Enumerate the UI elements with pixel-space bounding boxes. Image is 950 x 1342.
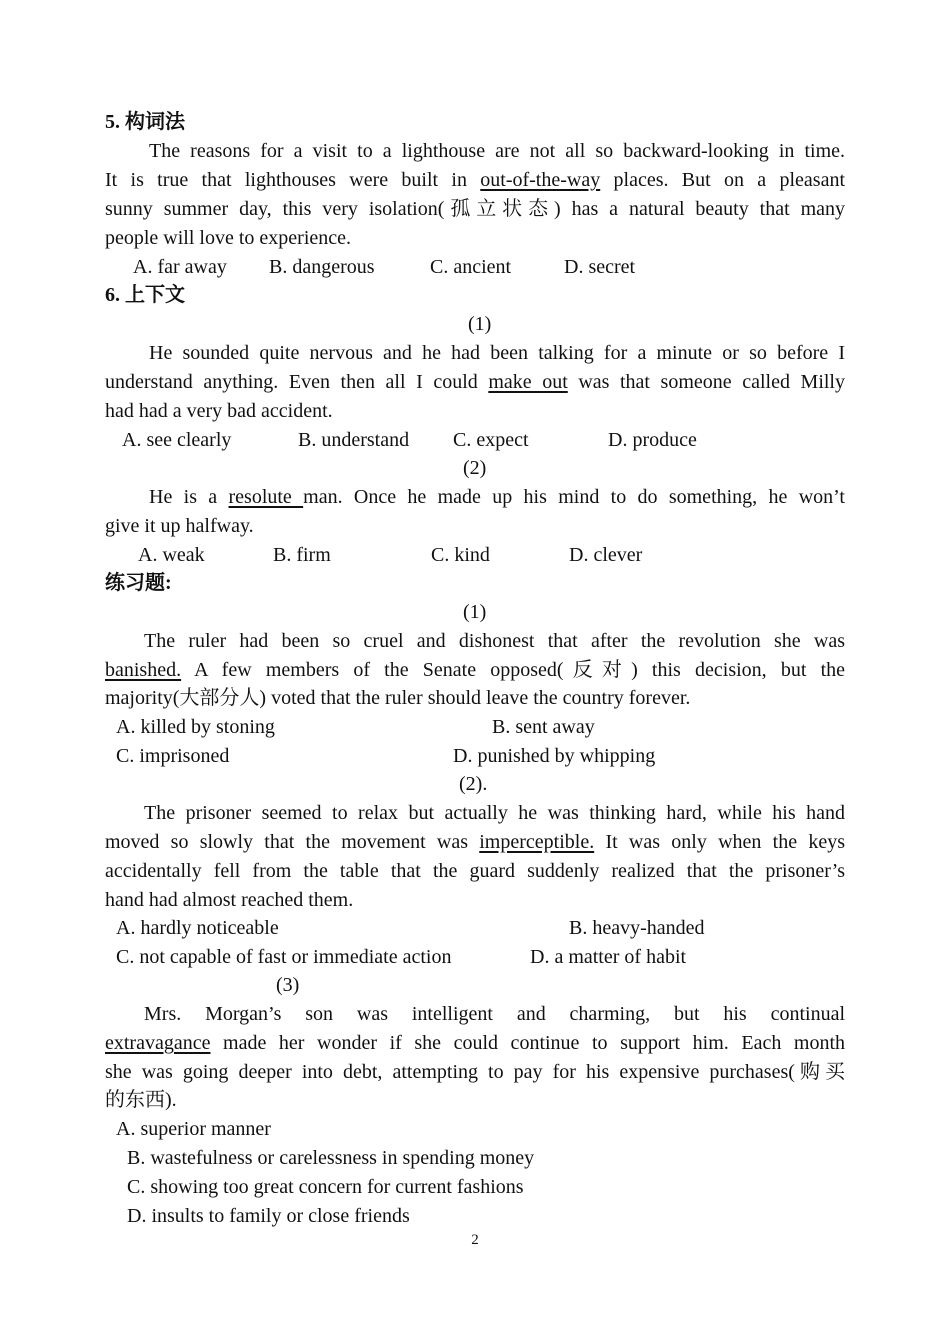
section-heading: 练习题: <box>105 572 172 594</box>
paragraph-line: hand had almost reached them. <box>105 889 354 911</box>
question-number: (2). <box>459 773 488 795</box>
option-a: A. hardly noticeable <box>116 917 279 939</box>
option-b: B. dangerous <box>269 256 375 278</box>
paragraph-line: The reasons for a visit to a lighthouse are not all so backward-looking in time. <box>149 140 845 162</box>
paragraph-line: banished. A few members of the Senate opposed(反对) this decision, but the <box>105 659 845 681</box>
section-heading: 5. 构词法 <box>105 111 185 133</box>
paragraph-line: It is true that lighthouses were built in out-of-the-way places. But on a pleasant <box>105 169 845 191</box>
underlined-term: imperceptible. <box>479 831 595 853</box>
option-c: C. ancient <box>430 256 512 278</box>
paragraph-line: Mrs. Morgan’s son was intelligent and charming, but his continual <box>144 1003 845 1025</box>
option-d: D. produce <box>608 429 697 451</box>
paragraph-line: He is a resolute man. Once he made up his mind to do something, he won’t <box>149 486 845 508</box>
underlined-term: resolute <box>228 486 304 508</box>
paragraph-line: majority(大部分人) voted that the ruler should leave the country forever. <box>105 687 691 709</box>
option-a: A. killed by stoning <box>116 716 275 738</box>
option-d: D. secret <box>564 256 636 278</box>
paragraph-line: 的东西). <box>105 1089 177 1111</box>
paragraph-line: she was going deeper into debt, attempting to pay for his expensive purchases(购买 <box>105 1061 845 1083</box>
option-d: D. clever <box>569 544 643 566</box>
option-d: D. a matter of habit <box>530 946 687 968</box>
option-c: C. kind <box>431 544 490 566</box>
paragraph-line: accidentally fell from the table that the guard suddenly realized that the prisoner’s <box>105 860 845 882</box>
option-c: C. showing too great concern for current fashions <box>127 1176 524 1198</box>
underlined-term: make out <box>488 371 568 393</box>
option-d: D. insults to family or close friends <box>127 1205 410 1227</box>
option-b: B. firm <box>273 544 331 566</box>
paragraph-line: The ruler had been so cruel and dishonest that after the revolution she was <box>144 630 845 652</box>
option-c: C. imprisoned <box>116 745 230 767</box>
option-a: A. see clearly <box>122 429 232 451</box>
underlined-term: extravagance <box>105 1032 211 1054</box>
question-number: (3) <box>276 974 300 996</box>
option-c: C. not capable of fast or immediate action <box>116 946 452 968</box>
paragraph-line: understand anything. Even then all I could make out was that someone called Milly <box>105 371 845 393</box>
question-number: (1) <box>468 313 492 335</box>
underlined-term: out-of-the-way <box>480 169 601 191</box>
option-b: B. sent away <box>492 716 595 738</box>
option-a: A. far away <box>133 256 227 278</box>
option-b: B. heavy-handed <box>569 917 705 939</box>
option-a: A. weak <box>138 544 205 566</box>
paragraph-line: He sounded quite nervous and he had been talking for a minute or so before I <box>149 342 845 364</box>
question-number: (2) <box>463 457 487 479</box>
option-d: D. punished by whipping <box>453 745 656 767</box>
paragraph-line: give it up halfway. <box>105 515 254 537</box>
section-heading: 6. 上下文 <box>105 284 185 306</box>
paragraph-line: sunny summer day, this very isolation(孤立状态) has a natural beauty that many <box>105 198 845 220</box>
paragraph-line: moved so slowly that the movement was imperceptible. It was only when the keys <box>105 831 845 853</box>
paragraph-line: had had a very bad accident. <box>105 400 333 422</box>
paragraph-line: people will love to experience. <box>105 227 352 249</box>
option-c: C. expect <box>453 429 529 451</box>
page-number: 2 <box>471 1232 479 1248</box>
paragraph-line: extravagance made her wonder if she could continue to support him. Each month <box>105 1032 845 1054</box>
option-b: B. wastefulness or carelessness in spending money <box>127 1147 535 1169</box>
option-b: B. understand <box>298 429 410 451</box>
option-a: A. superior manner <box>116 1118 271 1140</box>
question-number: (1) <box>463 601 487 623</box>
paragraph-line: The prisoner seemed to relax but actually he was thinking hard, while his hand <box>144 802 845 824</box>
underlined-term: banished. <box>105 659 182 681</box>
